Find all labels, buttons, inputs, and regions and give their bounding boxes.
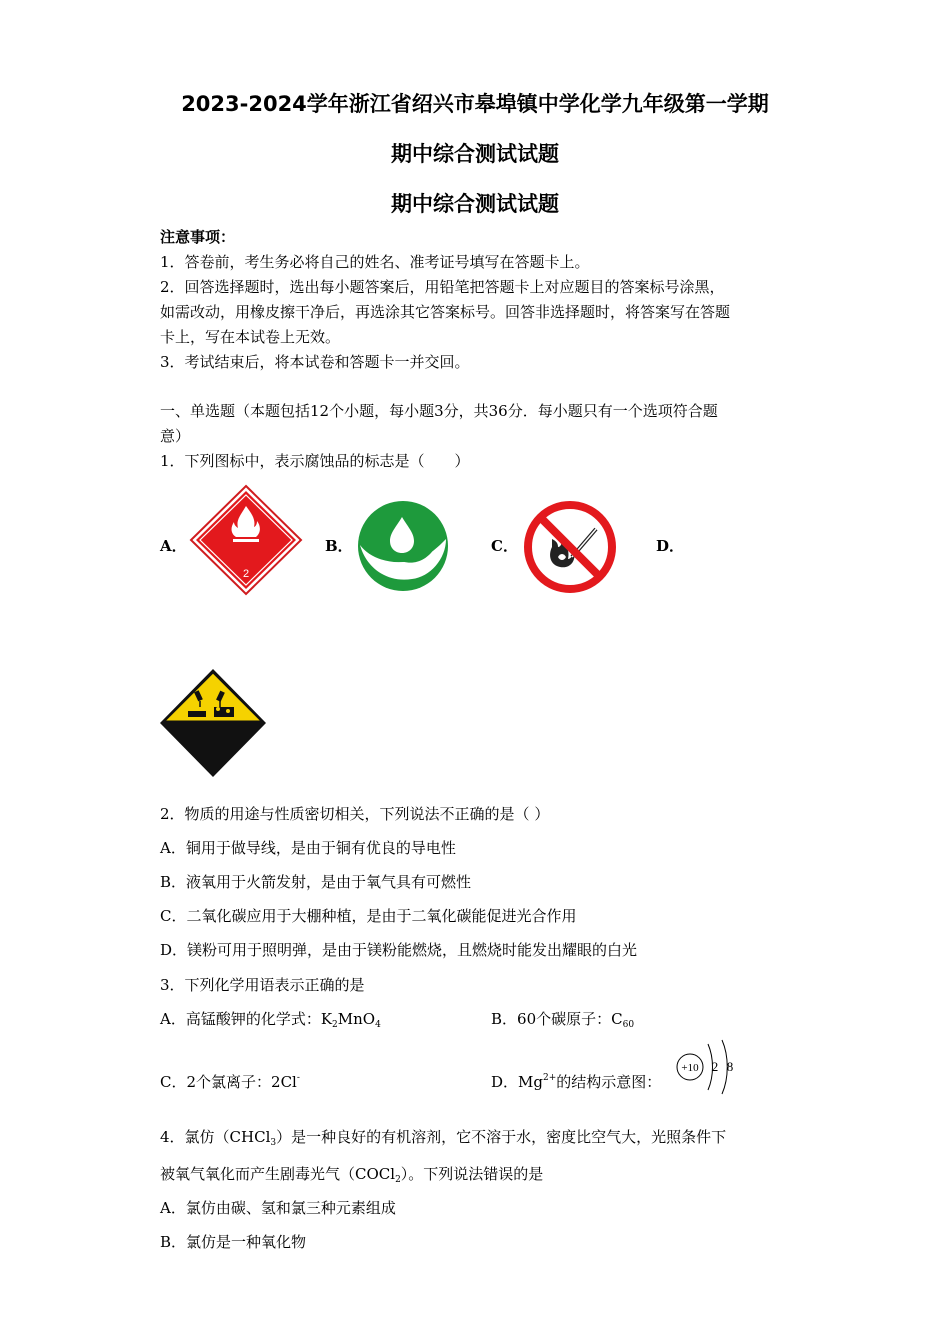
section-heading-b: 意） <box>160 427 191 445</box>
q3-option-b <box>491 1009 791 1035</box>
q4-stem-b1: 被氧气氧化而产生剧毒光气（COCl <box>160 1165 396 1183</box>
q2-option-d: D．镁粉可用于照明弹，是由于镁粉能燃烧，且燃烧时能发出耀眼的白光 <box>160 941 638 959</box>
q4-stem-b2: ）。下列说法错误的是 <box>400 1165 544 1183</box>
q3-b-text: B．60个碳原子：C <box>491 1010 623 1028</box>
diagram-nucleus: +10 <box>681 1062 699 1074</box>
q1-option-d-label: D． <box>656 537 685 555</box>
q4-stem-line1 <box>160 1127 800 1153</box>
q4-stem-a2: ）是一种良好的有机溶剂，它不溶于水，密度比空气大，光照条件下 <box>276 1128 727 1146</box>
flammable-gas-sign <box>188 484 304 596</box>
notice-item-3: 3．考试结束后，将本试卷和答题卡一并交回。 <box>160 353 470 371</box>
corrosive-sign <box>158 667 268 779</box>
q1-stem: 1．下列图标中，表示腐蚀品的标志是（ ） <box>160 452 470 470</box>
q2-option-a: A．铜用于做导线，是由于铜有优良的导电性 <box>160 839 456 857</box>
doc-title-line3: 期中综合测试试题 <box>391 192 559 216</box>
q3-d-text: D．Mg <box>491 1073 543 1091</box>
mg-ion-structure-diagram <box>672 1038 742 1096</box>
notice-item-2b: 如需改动，用橡皮擦干净后，再选涂其它答案标号。回答非选择题时，将答案写在答题 <box>160 303 731 321</box>
q3-c-text: C．2个氯离子：2Cl <box>160 1073 297 1091</box>
doc-title-line2: 期中综合测试试题 <box>391 142 559 166</box>
no-open-flame-sign <box>522 499 618 595</box>
q3-d-rest: 的结构示意图： <box>556 1073 662 1091</box>
q4-stem-b-sub: 2 <box>395 1175 401 1185</box>
q3-a-mid: MnO <box>337 1010 376 1028</box>
q3-c-sup: - <box>296 1073 300 1083</box>
notice-item-2c: 卡上，写在本试卷上无效。 <box>160 328 341 346</box>
notice-item-2a: 2．回答选择题时，选出每小题答案后，用铅笔把答题卡上对应题目的答案标号涂黑， <box>160 278 725 296</box>
q3-a-text: A．高锰酸钾的化学式：K <box>160 1010 333 1028</box>
diagram-shell-1: 2 <box>711 1059 719 1074</box>
notice-item-1: 1．答卷前，考生务必将自己的姓名、准考证号填写在答题卡上。 <box>160 253 590 271</box>
q4-stem-line2 <box>160 1164 800 1190</box>
q1-option-a-label: A． <box>160 537 187 555</box>
q1-option-c-label: C． <box>491 537 518 555</box>
q4-stem-a-sub: 3 <box>270 1138 277 1148</box>
q2-stem: 2．物质的用途与性质密切相关，下列说法不正确的是（ ） <box>160 805 550 823</box>
q4-stem-a1: 4．氯仿（CHCl <box>160 1128 271 1146</box>
water-saving-sign <box>356 499 450 593</box>
q3-option-a <box>160 1009 480 1035</box>
q3-stem: 3．下列化学用语表示正确的是 <box>160 976 365 994</box>
notice-heading: 注意事项： <box>160 228 236 246</box>
q2-option-c: C．二氧化碳应用于大棚种植，是由于二氧化碳能促进光合作用 <box>160 907 577 925</box>
q3-b-sub: 60 <box>622 1020 635 1030</box>
q3-option-d <box>491 1068 691 1092</box>
q2-option-b: B．液氧用于火箭发射，是由于氧气具有可燃性 <box>160 873 472 891</box>
q3-d-sup: 2+ <box>543 1073 557 1083</box>
doc-title-line1: 2023-2024学年浙江省绍兴市皋埠镇中学化学九年级第一学期 <box>181 92 769 116</box>
section-heading-a: 一、单选题（本题包括12个小题，每小题3分，共36分．每小题只有一个选项符合题 <box>160 402 718 420</box>
sign-a-number: 2 <box>242 568 250 580</box>
diagram-shell-2: 8 <box>726 1059 734 1074</box>
q1-option-b-label: B． <box>325 537 353 555</box>
q3-a-sub2: 4 <box>375 1020 381 1030</box>
q3-a-sub1: 2 <box>332 1020 338 1030</box>
q4-option-a: A．氯仿由碳、氢和氯三种元素组成 <box>160 1199 396 1217</box>
q4-option-b: B．氯仿是一种氧化物 <box>160 1233 307 1251</box>
q3-option-c <box>160 1068 480 1092</box>
